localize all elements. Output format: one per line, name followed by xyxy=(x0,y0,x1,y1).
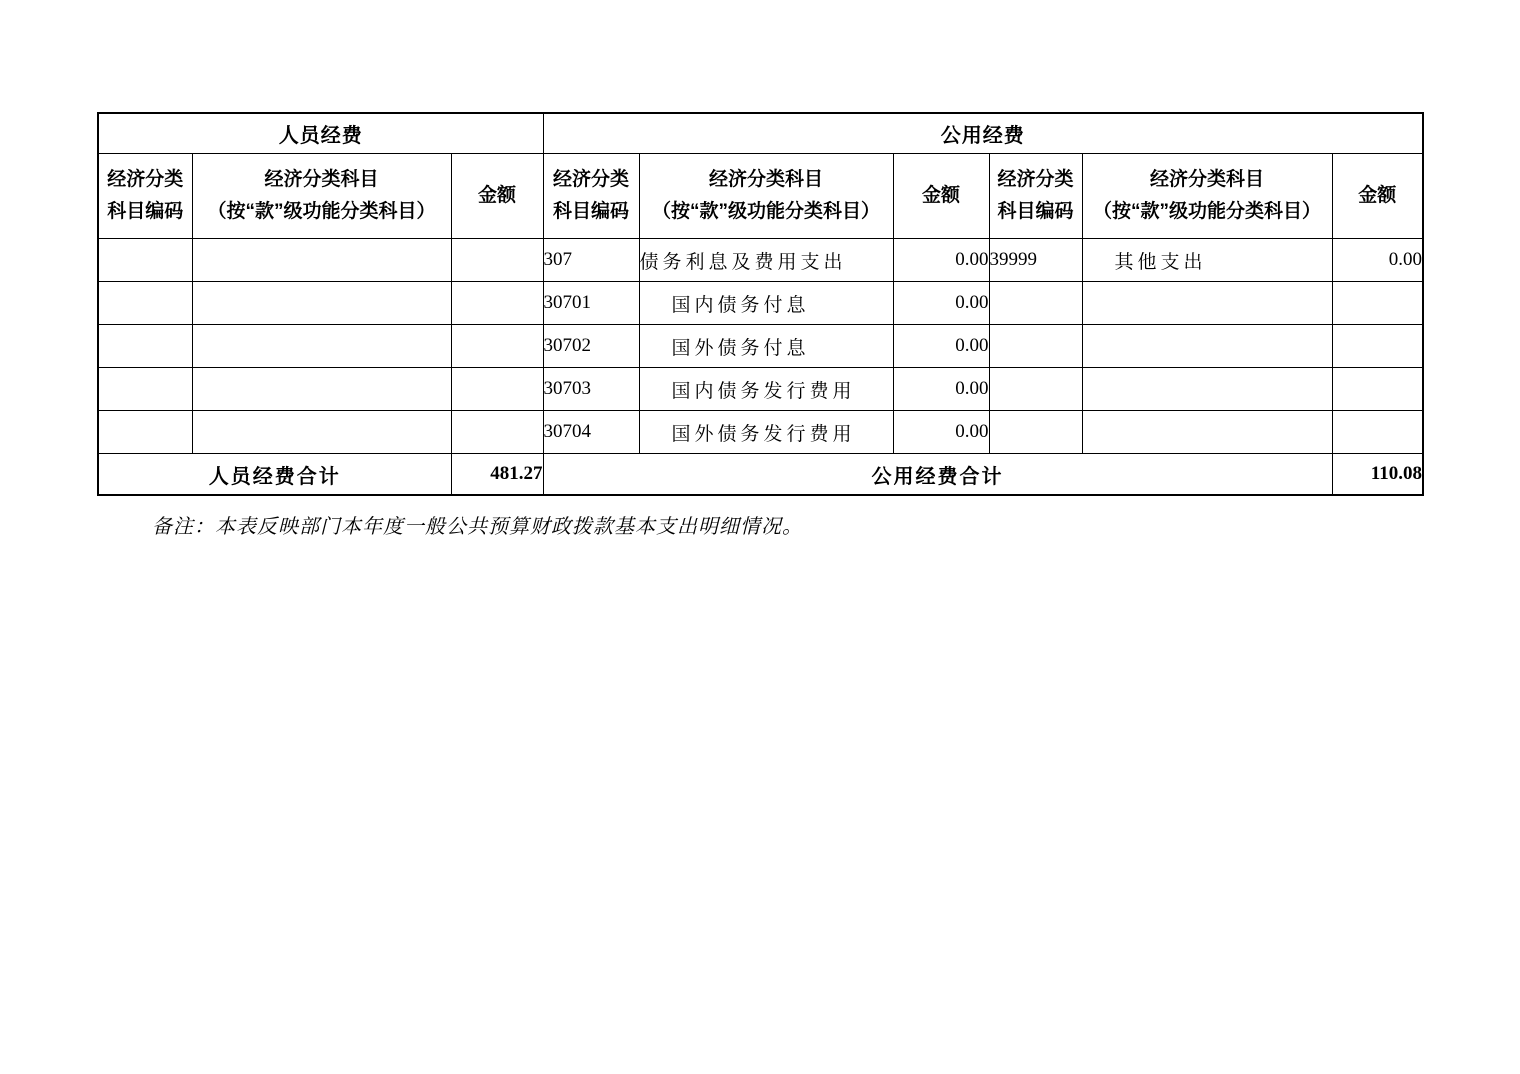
subject-cell: 其他支出 xyxy=(1082,239,1332,282)
amount-cell xyxy=(1332,368,1423,411)
amount-cell: 0.00 xyxy=(893,368,989,411)
col-header-code-line2: 科目编码 xyxy=(997,201,1074,222)
subject-cell xyxy=(192,411,451,454)
table-row xyxy=(98,239,1423,282)
amount-cell xyxy=(1332,325,1423,368)
col-header-code-line1: 经济分类 xyxy=(997,169,1074,190)
column-header-row xyxy=(98,154,1423,239)
amount-cell: 0.00 xyxy=(893,325,989,368)
amount-cell: 0.00 xyxy=(893,282,989,325)
group-header-personnel: 人员经费 xyxy=(98,113,543,154)
subject-cell xyxy=(1082,411,1332,454)
amount-cell: 0.00 xyxy=(893,239,989,282)
col-header-amount-personnel: 金额 xyxy=(451,154,543,239)
group-header-row xyxy=(98,113,1423,154)
col-header-amount-public-a: 金额 xyxy=(893,154,989,239)
code-cell: 30701 xyxy=(543,282,639,325)
col-header-subject-line2: （按“款”级功能分类科目） xyxy=(207,201,436,222)
code-cell: 30702 xyxy=(543,325,639,368)
subject-cell: 国外债务付息 xyxy=(639,325,893,368)
code-cell: 30703 xyxy=(543,368,639,411)
subject-cell: 国内债务发行费用 xyxy=(639,368,893,411)
col-header-subject-line1: 经济分类科目 xyxy=(1149,169,1264,190)
code-cell: 30704 xyxy=(543,411,639,454)
col-header-code-line1: 经济分类 xyxy=(107,169,184,190)
code-cell xyxy=(989,325,1082,368)
subject-cell: 国外债务发行费用 xyxy=(639,411,893,454)
footnote: 备注：本表反映部门本年度一般公共预算财政拨款基本支出明细情况。 xyxy=(152,516,803,538)
col-header-subject-line1: 经济分类科目 xyxy=(264,169,379,190)
subject-cell xyxy=(192,325,451,368)
code-cell xyxy=(98,411,192,454)
col-header-subject-public-a xyxy=(639,154,893,239)
code-cell xyxy=(98,239,192,282)
col-header-code-line2: 科目编码 xyxy=(107,201,184,222)
col-header-subject-personnel xyxy=(192,154,451,239)
table-row xyxy=(98,325,1423,368)
code-cell: 307 xyxy=(543,239,639,282)
code-cell xyxy=(98,325,192,368)
amount-cell xyxy=(451,239,543,282)
col-header-code-public-b xyxy=(989,154,1082,239)
col-header-code-line2: 科目编码 xyxy=(552,201,629,222)
amount-cell xyxy=(451,411,543,454)
table-row xyxy=(98,282,1423,325)
col-header-amount-public-b: 金额 xyxy=(1332,154,1423,239)
table-row xyxy=(98,368,1423,411)
code-cell: 39999 xyxy=(989,239,1082,282)
subject-cell: 债务利息及费用支出 xyxy=(639,239,893,282)
table-row xyxy=(98,411,1423,454)
col-header-subject-line2: （按“款”级功能分类科目） xyxy=(651,201,880,222)
amount-cell xyxy=(451,282,543,325)
code-cell xyxy=(98,282,192,325)
col-header-code-personnel xyxy=(98,154,192,239)
subject-cell xyxy=(192,282,451,325)
subject-cell xyxy=(192,368,451,411)
amount-cell xyxy=(451,325,543,368)
code-cell xyxy=(98,368,192,411)
amount-cell: 0.00 xyxy=(1332,239,1423,282)
personnel-total-label: 人员经费合计 xyxy=(98,454,451,496)
subject-cell: 国内债务付息 xyxy=(639,282,893,325)
col-header-code-public-a xyxy=(543,154,639,239)
basic-expenditure-detail-table xyxy=(97,112,1424,496)
col-header-code-line1: 经济分类 xyxy=(552,169,629,190)
public-total-label: 公用经费合计 xyxy=(543,454,1332,496)
amount-cell xyxy=(451,368,543,411)
code-cell xyxy=(989,411,1082,454)
col-header-subject-line1: 经济分类科目 xyxy=(708,169,823,190)
subject-cell xyxy=(192,239,451,282)
col-header-subject-line2: （按“款”级功能分类科目） xyxy=(1092,201,1321,222)
col-header-subject-public-b xyxy=(1082,154,1332,239)
code-cell xyxy=(989,282,1082,325)
amount-cell xyxy=(1332,282,1423,325)
personnel-total-amount: 481.27 xyxy=(451,454,543,496)
group-header-public: 公用经费 xyxy=(543,113,1423,154)
code-cell xyxy=(989,368,1082,411)
amount-cell xyxy=(1332,411,1423,454)
subject-cell xyxy=(1082,282,1332,325)
subject-cell xyxy=(1082,325,1332,368)
subject-cell xyxy=(1082,368,1332,411)
public-total-amount: 110.08 xyxy=(1332,454,1423,496)
amount-cell: 0.00 xyxy=(893,411,989,454)
totals-row xyxy=(98,454,1423,496)
